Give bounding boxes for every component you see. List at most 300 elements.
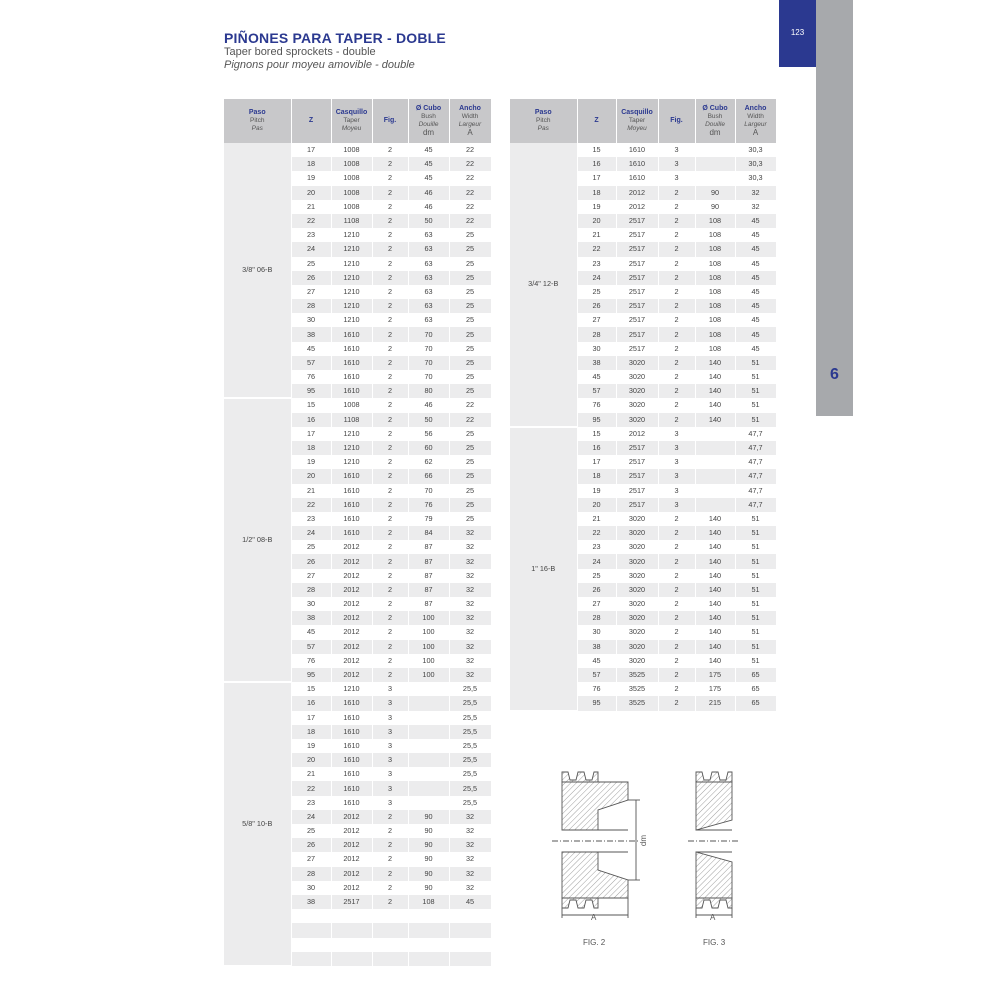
hub-cell: 63 bbox=[408, 242, 449, 256]
hub-cell: 140 bbox=[695, 625, 735, 639]
width-cell: 45 bbox=[735, 285, 776, 299]
bush-cell: 2012 bbox=[331, 554, 372, 568]
z-cell: 21 bbox=[577, 228, 616, 242]
fig-cell: 2 bbox=[658, 540, 695, 554]
hub-cell: 70 bbox=[408, 370, 449, 384]
z-cell: 25 bbox=[577, 569, 616, 583]
fig-cell: 2 bbox=[372, 526, 408, 540]
hub-cell bbox=[695, 427, 735, 441]
width-cell: 25,5 bbox=[449, 696, 491, 710]
bush-cell: 1210 bbox=[331, 228, 372, 242]
z-cell: 27 bbox=[291, 569, 331, 583]
width-cell: 45 bbox=[735, 313, 776, 327]
hub-cell bbox=[408, 725, 449, 739]
fig-cell: 2 bbox=[658, 214, 695, 228]
z-cell bbox=[291, 923, 331, 937]
bush-cell: 1610 bbox=[616, 171, 658, 185]
fig-cell: 2 bbox=[372, 895, 408, 909]
bush-cell: 3020 bbox=[616, 554, 658, 568]
bush-cell: 2012 bbox=[331, 824, 372, 838]
page-title: PIÑONES PARA TAPER - DOBLE bbox=[224, 30, 446, 46]
hub-cell: 108 bbox=[695, 242, 735, 256]
hub-cell bbox=[408, 753, 449, 767]
width-cell: 51 bbox=[735, 597, 776, 611]
width-cell: 25 bbox=[449, 469, 491, 483]
z-cell: 16 bbox=[291, 696, 331, 710]
table-row bbox=[224, 682, 491, 696]
fig-cell: 2 bbox=[372, 441, 408, 455]
bush-cell: 2012 bbox=[331, 881, 372, 895]
bush-cell: 2517 bbox=[616, 441, 658, 455]
hub-cell: 140 bbox=[695, 640, 735, 654]
fig-cell: 2 bbox=[658, 356, 695, 370]
hub-cell: 63 bbox=[408, 299, 449, 313]
hub-cell: 108 bbox=[695, 214, 735, 228]
z-cell bbox=[291, 909, 331, 923]
width-cell: 47,7 bbox=[735, 441, 776, 455]
bush-cell: 1610 bbox=[331, 356, 372, 370]
hub-cell: 140 bbox=[695, 540, 735, 554]
width-cell: 32 bbox=[449, 810, 491, 824]
hub-cell bbox=[695, 498, 735, 512]
hub-cell: 87 bbox=[408, 569, 449, 583]
width-cell: 25,5 bbox=[449, 781, 491, 795]
hub-cell: 90 bbox=[408, 824, 449, 838]
width-cell: 65 bbox=[735, 696, 776, 710]
bush-cell: 1610 bbox=[331, 484, 372, 498]
bush-cell: 2012 bbox=[331, 668, 372, 682]
fig-cell: 3 bbox=[372, 781, 408, 795]
fig-cell: 2 bbox=[372, 484, 408, 498]
hub-cell bbox=[408, 767, 449, 781]
pitch-cell: 1" 16-B bbox=[510, 427, 577, 711]
fig-cell: 2 bbox=[372, 342, 408, 356]
fig-cell: 2 bbox=[658, 597, 695, 611]
hub-cell: 70 bbox=[408, 484, 449, 498]
hub-cell: 140 bbox=[695, 569, 735, 583]
fig-cell: 2 bbox=[658, 313, 695, 327]
hub-cell: 60 bbox=[408, 441, 449, 455]
z-cell: 19 bbox=[291, 739, 331, 753]
fig2-dim-dm: dm bbox=[639, 834, 649, 847]
bush-cell: 2517 bbox=[616, 271, 658, 285]
fig-cell: 2 bbox=[372, 356, 408, 370]
fig-cell: 3 bbox=[372, 725, 408, 739]
z-cell: 16 bbox=[577, 157, 616, 171]
hub-cell: 140 bbox=[695, 611, 735, 625]
fig-cell: 2 bbox=[372, 625, 408, 639]
z-cell: 95 bbox=[577, 696, 616, 710]
z-cell: 17 bbox=[577, 455, 616, 469]
width-cell: 32 bbox=[449, 867, 491, 881]
fig-cell: 2 bbox=[372, 881, 408, 895]
width-cell: 22 bbox=[449, 186, 491, 200]
hub-cell: 108 bbox=[695, 257, 735, 271]
width-cell: 51 bbox=[735, 611, 776, 625]
bush-cell: 3020 bbox=[616, 640, 658, 654]
page-number: 123 bbox=[790, 28, 805, 37]
bush-cell: 3020 bbox=[616, 398, 658, 412]
fig-cell: 2 bbox=[372, 299, 408, 313]
width-cell: 25 bbox=[449, 455, 491, 469]
bush-cell: 2012 bbox=[616, 427, 658, 441]
section-side-bar bbox=[816, 0, 853, 416]
fig-cell: 3 bbox=[658, 469, 695, 483]
z-cell: 15 bbox=[291, 682, 331, 696]
z-cell: 57 bbox=[577, 668, 616, 682]
bush-cell: 1210 bbox=[331, 257, 372, 271]
z-cell: 18 bbox=[577, 186, 616, 200]
z-cell: 45 bbox=[577, 370, 616, 384]
hub-cell: 63 bbox=[408, 228, 449, 242]
z-cell: 24 bbox=[291, 526, 331, 540]
width-cell: 25 bbox=[449, 356, 491, 370]
z-cell: 95 bbox=[291, 668, 331, 682]
col-width-header: Ancho Width Largeur A bbox=[735, 99, 776, 143]
col-z-header: Z bbox=[291, 99, 331, 143]
fig-cell: 2 bbox=[372, 413, 408, 427]
hub-cell: 80 bbox=[408, 384, 449, 398]
fig-cell: 2 bbox=[658, 583, 695, 597]
bush-cell: 1210 bbox=[331, 242, 372, 256]
width-cell: 25 bbox=[449, 299, 491, 313]
z-cell: 28 bbox=[291, 867, 331, 881]
z-cell: 27 bbox=[291, 852, 331, 866]
hub-cell: 63 bbox=[408, 313, 449, 327]
bush-cell: 1210 bbox=[331, 285, 372, 299]
z-cell: 30 bbox=[291, 597, 331, 611]
fig-cell: 3 bbox=[372, 739, 408, 753]
width-cell: 32 bbox=[449, 611, 491, 625]
fig-cell: 2 bbox=[372, 867, 408, 881]
z-cell: 76 bbox=[291, 654, 331, 668]
bush-cell bbox=[331, 923, 372, 937]
width-cell: 51 bbox=[735, 384, 776, 398]
hub-cell: 100 bbox=[408, 625, 449, 639]
table-header-row bbox=[510, 99, 776, 143]
hub-cell: 90 bbox=[408, 810, 449, 824]
z-cell: 15 bbox=[577, 427, 616, 441]
hub-cell: 87 bbox=[408, 554, 449, 568]
fig-cell: 2 bbox=[372, 838, 408, 852]
hub-cell: 90 bbox=[408, 867, 449, 881]
fig-cell: 2 bbox=[658, 271, 695, 285]
hub-cell: 45 bbox=[408, 143, 449, 157]
table-header-row bbox=[224, 99, 491, 143]
z-cell: 27 bbox=[291, 285, 331, 299]
hub-cell: 90 bbox=[408, 852, 449, 866]
fig-cell: 2 bbox=[658, 370, 695, 384]
width-cell: 45 bbox=[735, 271, 776, 285]
hub-cell: 79 bbox=[408, 512, 449, 526]
fig-cell: 3 bbox=[658, 157, 695, 171]
hub-cell: 100 bbox=[408, 654, 449, 668]
z-cell: 45 bbox=[291, 625, 331, 639]
col-bush-header: Casquillo Taper Moyeu bbox=[331, 99, 372, 143]
z-cell: 30 bbox=[291, 881, 331, 895]
width-cell: 32 bbox=[449, 852, 491, 866]
width-cell: 32 bbox=[449, 824, 491, 838]
width-cell: 25,5 bbox=[449, 753, 491, 767]
z-cell: 22 bbox=[577, 242, 616, 256]
bush-cell: 2012 bbox=[331, 867, 372, 881]
hub-cell: 46 bbox=[408, 186, 449, 200]
hub-cell: 66 bbox=[408, 469, 449, 483]
width-cell: 32 bbox=[449, 668, 491, 682]
fig-cell: 2 bbox=[372, 668, 408, 682]
pitch-cell: 5/8" 10-B bbox=[224, 682, 291, 966]
hub-cell: 140 bbox=[695, 597, 735, 611]
fig-cell: 2 bbox=[372, 313, 408, 327]
bush-cell: 1610 bbox=[331, 696, 372, 710]
fig-cell: 2 bbox=[658, 200, 695, 214]
width-cell: 65 bbox=[735, 668, 776, 682]
z-cell: 57 bbox=[291, 640, 331, 654]
bush-cell: 2517 bbox=[616, 469, 658, 483]
bush-cell: 3020 bbox=[616, 625, 658, 639]
z-cell: 20 bbox=[291, 469, 331, 483]
bush-cell: 1610 bbox=[331, 781, 372, 795]
bush-cell: 1610 bbox=[331, 469, 372, 483]
width-cell: 25 bbox=[449, 384, 491, 398]
width-cell: 45 bbox=[735, 257, 776, 271]
hub-cell: 108 bbox=[695, 313, 735, 327]
width-cell: 51 bbox=[735, 625, 776, 639]
width-cell: 32 bbox=[449, 569, 491, 583]
z-cell: 24 bbox=[577, 271, 616, 285]
z-cell: 22 bbox=[291, 781, 331, 795]
fig-cell: 2 bbox=[372, 384, 408, 398]
width-cell: 25 bbox=[449, 370, 491, 384]
bush-cell: 2517 bbox=[616, 455, 658, 469]
z-cell: 24 bbox=[577, 554, 616, 568]
bush-cell: 1610 bbox=[331, 327, 372, 341]
fig-cell: 2 bbox=[372, 455, 408, 469]
fig-cell bbox=[372, 909, 408, 923]
hub-cell: 46 bbox=[408, 398, 449, 412]
width-cell: 22 bbox=[449, 200, 491, 214]
z-cell: 28 bbox=[291, 299, 331, 313]
z-cell: 25 bbox=[291, 540, 331, 554]
hub-cell: 140 bbox=[695, 526, 735, 540]
z-cell: 23 bbox=[291, 796, 331, 810]
z-cell: 19 bbox=[291, 171, 331, 185]
width-cell: 32 bbox=[449, 540, 491, 554]
bush-cell bbox=[331, 952, 372, 966]
z-cell: 22 bbox=[291, 498, 331, 512]
bush-cell: 2517 bbox=[331, 895, 372, 909]
bush-cell: 2012 bbox=[616, 186, 658, 200]
hub-cell bbox=[695, 157, 735, 171]
z-cell: 30 bbox=[577, 342, 616, 356]
width-cell: 32 bbox=[735, 200, 776, 214]
fig-cell: 3 bbox=[372, 711, 408, 725]
bush-cell: 2012 bbox=[331, 810, 372, 824]
width-cell: 32 bbox=[449, 583, 491, 597]
fig-cell: 2 bbox=[658, 242, 695, 256]
z-cell: 25 bbox=[291, 257, 331, 271]
fig-cell: 2 bbox=[658, 526, 695, 540]
hub-cell bbox=[408, 938, 449, 952]
col-width-header: Ancho Width Largeur A bbox=[449, 99, 491, 143]
width-cell: 65 bbox=[735, 682, 776, 696]
hub-cell bbox=[695, 143, 735, 157]
table-row bbox=[510, 143, 776, 157]
hub-cell: 63 bbox=[408, 271, 449, 285]
z-cell: 21 bbox=[577, 512, 616, 526]
bush-cell: 2012 bbox=[616, 200, 658, 214]
hub-cell: 63 bbox=[408, 285, 449, 299]
hub-cell: 140 bbox=[695, 654, 735, 668]
fig-cell: 3 bbox=[658, 171, 695, 185]
bush-cell: 1008 bbox=[331, 171, 372, 185]
hub-cell: 90 bbox=[695, 186, 735, 200]
hub-cell bbox=[408, 796, 449, 810]
bush-cell: 1008 bbox=[331, 157, 372, 171]
z-cell: 16 bbox=[291, 413, 331, 427]
fig-cell: 2 bbox=[658, 512, 695, 526]
z-cell: 17 bbox=[291, 143, 331, 157]
hub-cell bbox=[695, 484, 735, 498]
width-cell: 47,7 bbox=[735, 469, 776, 483]
fig-cell: 2 bbox=[372, 271, 408, 285]
z-cell: 95 bbox=[577, 413, 616, 427]
fig-cell: 2 bbox=[372, 469, 408, 483]
fig-cell: 2 bbox=[372, 143, 408, 157]
bush-cell: 2012 bbox=[331, 540, 372, 554]
width-cell: 25,5 bbox=[449, 711, 491, 725]
bush-cell: 3020 bbox=[616, 611, 658, 625]
z-cell: 45 bbox=[577, 654, 616, 668]
width-cell: 30,3 bbox=[735, 157, 776, 171]
z-cell: 26 bbox=[577, 583, 616, 597]
bush-cell: 2517 bbox=[616, 214, 658, 228]
width-cell: 22 bbox=[449, 398, 491, 412]
bush-cell: 1610 bbox=[331, 526, 372, 540]
hub-cell: 90 bbox=[408, 838, 449, 852]
z-cell: 18 bbox=[291, 441, 331, 455]
fig3-label: FIG. 3 bbox=[703, 938, 726, 947]
hub-cell: 87 bbox=[408, 583, 449, 597]
bush-cell: 3525 bbox=[616, 682, 658, 696]
col-pitch-header: Paso Pitch Pas bbox=[224, 99, 291, 143]
z-cell: 17 bbox=[577, 171, 616, 185]
bush-cell: 1008 bbox=[331, 143, 372, 157]
hub-cell bbox=[408, 952, 449, 966]
z-cell: 20 bbox=[577, 498, 616, 512]
width-cell: 51 bbox=[735, 512, 776, 526]
width-cell: 30,3 bbox=[735, 171, 776, 185]
width-cell: 32 bbox=[449, 881, 491, 895]
bush-cell: 1610 bbox=[331, 384, 372, 398]
z-cell: 38 bbox=[577, 640, 616, 654]
width-cell: 25 bbox=[449, 257, 491, 271]
bush-cell: 1610 bbox=[331, 711, 372, 725]
width-cell: 51 bbox=[735, 356, 776, 370]
fig-cell: 2 bbox=[658, 668, 695, 682]
hub-cell: 45 bbox=[408, 171, 449, 185]
fig-cell: 3 bbox=[658, 455, 695, 469]
width-cell: 32 bbox=[735, 186, 776, 200]
fig-cell: 2 bbox=[372, 611, 408, 625]
fig-cell: 2 bbox=[372, 554, 408, 568]
fig-cell bbox=[372, 952, 408, 966]
hub-cell bbox=[408, 781, 449, 795]
subtitle-french: Pignons pour moyeu amovible - double bbox=[224, 59, 415, 71]
bush-cell: 2517 bbox=[616, 228, 658, 242]
z-cell: 23 bbox=[291, 512, 331, 526]
z-cell: 30 bbox=[291, 313, 331, 327]
bush-cell: 1210 bbox=[331, 682, 372, 696]
z-cell: 17 bbox=[291, 427, 331, 441]
hub-cell: 140 bbox=[695, 413, 735, 427]
hub-cell: 140 bbox=[695, 356, 735, 370]
hub-cell: 108 bbox=[695, 299, 735, 313]
fig-cell: 2 bbox=[372, 200, 408, 214]
z-cell: 20 bbox=[577, 214, 616, 228]
z-cell: 76 bbox=[577, 682, 616, 696]
width-cell bbox=[449, 909, 491, 923]
pitch-cell: 1/2" 08-B bbox=[224, 398, 291, 682]
width-cell: 51 bbox=[735, 569, 776, 583]
fig-cell: 2 bbox=[372, 370, 408, 384]
hub-cell bbox=[695, 441, 735, 455]
fig-cell: 2 bbox=[372, 327, 408, 341]
fig-cell bbox=[372, 923, 408, 937]
bush-cell: 2012 bbox=[331, 852, 372, 866]
subtitle-english: Taper bored sprockets - double bbox=[224, 46, 376, 58]
width-cell bbox=[449, 923, 491, 937]
hub-cell bbox=[408, 711, 449, 725]
bush-cell: 2517 bbox=[616, 327, 658, 341]
bush-cell: 1610 bbox=[331, 739, 372, 753]
fig-cell: 2 bbox=[658, 625, 695, 639]
fig-cell: 2 bbox=[658, 384, 695, 398]
hub-cell: 70 bbox=[408, 342, 449, 356]
z-cell: 15 bbox=[577, 143, 616, 157]
width-cell: 32 bbox=[449, 554, 491, 568]
bush-cell: 1610 bbox=[331, 725, 372, 739]
bush-cell: 1610 bbox=[616, 157, 658, 171]
fig-cell: 2 bbox=[372, 398, 408, 412]
width-cell: 25,5 bbox=[449, 796, 491, 810]
bush-cell: 2517 bbox=[616, 242, 658, 256]
fig-cell: 3 bbox=[372, 767, 408, 781]
z-cell: 38 bbox=[291, 895, 331, 909]
z-cell bbox=[291, 952, 331, 966]
z-cell: 20 bbox=[291, 186, 331, 200]
hub-cell: 140 bbox=[695, 554, 735, 568]
hub-cell: 108 bbox=[695, 327, 735, 341]
width-cell: 25 bbox=[449, 427, 491, 441]
width-cell: 51 bbox=[735, 398, 776, 412]
bush-cell: 2517 bbox=[616, 257, 658, 271]
hub-cell: 84 bbox=[408, 526, 449, 540]
pitch-cell: 3/8" 06-B bbox=[224, 143, 291, 398]
bush-cell: 2517 bbox=[616, 285, 658, 299]
width-cell: 47,7 bbox=[735, 427, 776, 441]
fig-cell: 3 bbox=[658, 484, 695, 498]
bush-cell: 3020 bbox=[616, 356, 658, 370]
hub-cell bbox=[695, 455, 735, 469]
fig-cell: 2 bbox=[372, 512, 408, 526]
width-cell: 45 bbox=[735, 342, 776, 356]
fig-cell: 2 bbox=[372, 824, 408, 838]
fig2-drawing bbox=[552, 772, 640, 918]
col-pitch-header: Paso Pitch Pas bbox=[510, 99, 577, 143]
z-cell: 25 bbox=[291, 824, 331, 838]
width-cell: 45 bbox=[735, 242, 776, 256]
